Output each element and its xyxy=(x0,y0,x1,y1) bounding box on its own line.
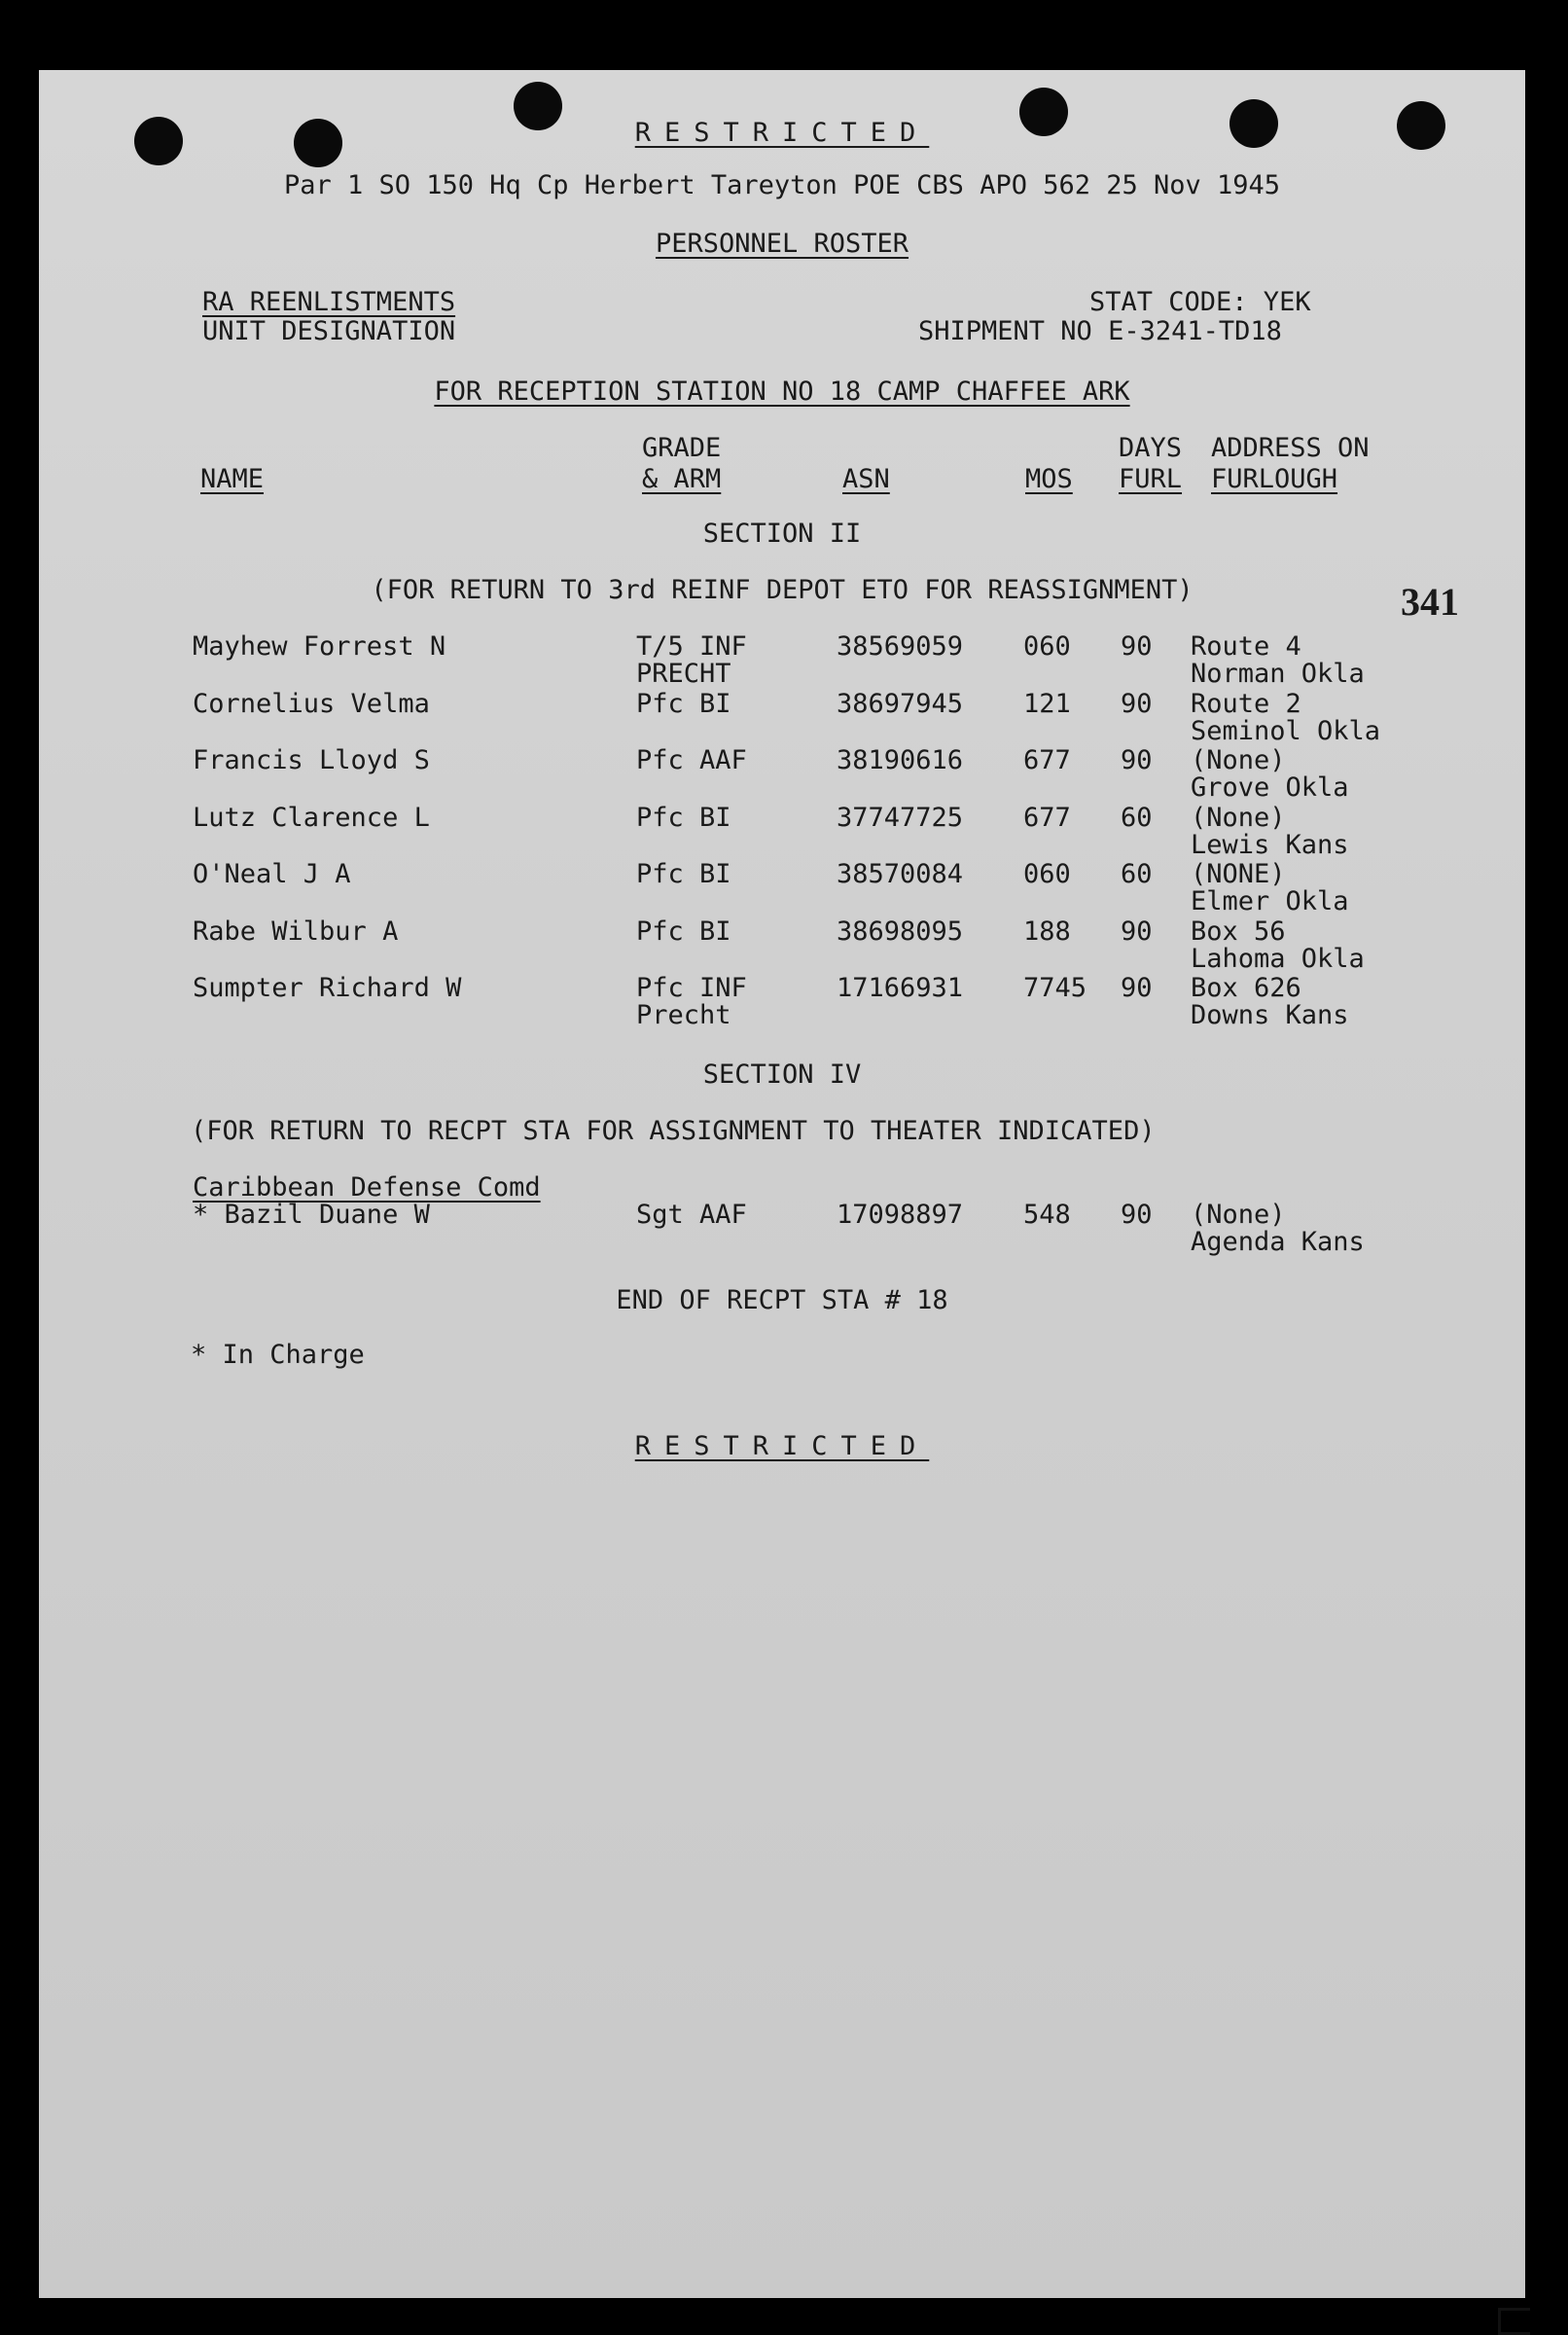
cell-addr1: Box 56 xyxy=(1191,916,1286,947)
cell-days: 90 xyxy=(1121,916,1153,947)
theater-heading: Caribbean Defense Comd xyxy=(193,1172,541,1203)
destination-line: FOR RECEPTION STATION NO 18 CAMP CHAFFEE ARK xyxy=(434,377,1130,407)
cell-addr1: Route 4 xyxy=(1191,631,1301,662)
cell-asn: 38698095 xyxy=(837,916,964,947)
col-mos: MOS xyxy=(1025,464,1073,494)
cell-asn: 17098897 xyxy=(837,1200,964,1230)
table-row xyxy=(39,917,1525,976)
stat-code: STAT CODE: YEK xyxy=(1089,287,1311,317)
section-iv-title: SECTION IV xyxy=(702,1060,862,1090)
table-row xyxy=(39,804,1525,862)
cell-name: Rabe Wilbur A xyxy=(193,916,399,947)
classification-footer: RESTRICTED xyxy=(634,1431,930,1461)
col-days-1: DAYS xyxy=(1119,433,1183,463)
cell-name: Lutz Clarence L xyxy=(193,802,430,833)
cell-days: 60 xyxy=(1121,859,1153,889)
cell-mos: 060 xyxy=(1023,859,1071,889)
table-row xyxy=(39,1201,1525,1259)
cell-grade: Sgt AAF xyxy=(636,1200,747,1230)
col-grade-2: & ARM xyxy=(642,464,722,494)
order-line: Par 1 SO 150 Hq Cp Herbert Tareyton POE CBS APO 562 25 Nov 1945 xyxy=(283,170,1281,200)
cell-mos: 060 xyxy=(1023,631,1071,662)
cell-grade: Pfc BI xyxy=(636,916,731,947)
cell-addr1: (None) xyxy=(1191,802,1286,833)
cell-addr1: Route 2 xyxy=(1191,688,1301,719)
cell-name: Sumpter Richard W xyxy=(193,973,462,1003)
cell-days: 90 xyxy=(1121,745,1153,775)
cell-asn: 38569059 xyxy=(837,631,964,662)
cell-days: 90 xyxy=(1121,973,1153,1003)
cell-name: Francis Lloyd S xyxy=(193,745,430,775)
cell-grade-line2: Precht xyxy=(636,1000,731,1030)
cell-addr1: (None) xyxy=(1191,745,1286,775)
cell-address-line2: Downs Kans xyxy=(1191,1000,1349,1030)
cell-name: O'Neal J A xyxy=(193,859,351,889)
col-days-2: FURL xyxy=(1119,464,1183,494)
col-address-1: ADDRESS ON xyxy=(1211,433,1370,463)
cell-address-line2: Grove Okla xyxy=(1191,772,1349,803)
shipment-number: SHIPMENT NO E-3241-TD18 xyxy=(918,316,1282,346)
cell-addr1: (None) xyxy=(1191,1200,1286,1230)
end-line: END OF RECPT STA # 18 xyxy=(616,1285,948,1315)
cell-name: Cornelius Velma xyxy=(193,688,430,719)
cell-address-line2: Agenda Kans xyxy=(1191,1227,1365,1257)
cell-address-line2: Lahoma Okla xyxy=(1191,943,1365,974)
cell-mos: 548 xyxy=(1023,1200,1071,1230)
cell-days: 90 xyxy=(1121,688,1153,719)
cell-days: 90 xyxy=(1121,1200,1153,1230)
unit-line-1: RA REENLISTMENTS xyxy=(202,287,456,317)
cell-name: * Bazil Duane W xyxy=(193,1200,430,1230)
table-row xyxy=(39,690,1525,748)
cell-grade: Pfc BI xyxy=(636,688,731,719)
table-row xyxy=(39,632,1525,691)
cell-mos: 677 xyxy=(1023,745,1071,775)
cell-mos: 188 xyxy=(1023,916,1071,947)
cell-address-line2: Elmer Okla xyxy=(1191,886,1349,916)
cell-grade: Pfc INF xyxy=(636,973,747,1003)
document-page xyxy=(39,70,1525,2298)
cell-address-line2: Lewis Kans xyxy=(1191,829,1349,860)
cell-asn: 38697945 xyxy=(837,688,964,719)
section-iv-note: (FOR RETURN TO RECPT STA FOR ASSIGNMENT TO THEATER INDICATED) xyxy=(191,1116,1156,1146)
table-row xyxy=(39,974,1525,1032)
cell-grade: Pfc AAF xyxy=(636,745,747,775)
page-corner-mark xyxy=(1498,2308,1530,2335)
cell-mos: 7745 xyxy=(1023,973,1087,1003)
cell-address-line2: Norman Okla xyxy=(1191,659,1365,689)
cell-grade-line2: PRECHT xyxy=(636,659,731,689)
cell-grade: Pfc BI xyxy=(636,802,731,833)
roster-title: PERSONNEL ROSTER xyxy=(655,229,909,259)
cell-name: Mayhew Forrest N xyxy=(193,631,446,662)
cell-asn: 37747725 xyxy=(837,802,964,833)
cell-grade: Pfc BI xyxy=(636,859,731,889)
cell-grade: T/5 INF xyxy=(636,631,747,662)
cell-mos: 121 xyxy=(1023,688,1071,719)
cell-days: 60 xyxy=(1121,802,1153,833)
cell-asn: 38190616 xyxy=(837,745,964,775)
section-ii-title: SECTION II xyxy=(702,519,862,549)
col-asn: ASN xyxy=(842,464,890,494)
classification-header: RESTRICTED xyxy=(634,118,930,148)
unit-line-2: UNIT DESIGNATION xyxy=(202,316,456,346)
cell-asn: 38570084 xyxy=(837,859,964,889)
cell-address-line2: Seminol Okla xyxy=(1191,715,1381,746)
cell-days: 90 xyxy=(1121,631,1153,662)
table-row xyxy=(39,860,1525,918)
page-number: 341 xyxy=(1401,580,1459,624)
cell-addr1: (NONE) xyxy=(1191,859,1286,889)
col-name: NAME xyxy=(200,464,265,494)
footnote: * In Charge xyxy=(191,1340,365,1370)
cell-asn: 17166931 xyxy=(837,973,964,1003)
table-row xyxy=(39,746,1525,805)
section-ii-note: (FOR RETURN TO 3rd REINF DEPOT ETO FOR REASSIGNMENT) xyxy=(371,575,1194,605)
cell-addr1: Box 626 xyxy=(1191,973,1301,1003)
col-grade-1: GRADE xyxy=(642,433,722,463)
col-address-2: FURLOUGH xyxy=(1211,464,1338,494)
cell-mos: 677 xyxy=(1023,802,1071,833)
